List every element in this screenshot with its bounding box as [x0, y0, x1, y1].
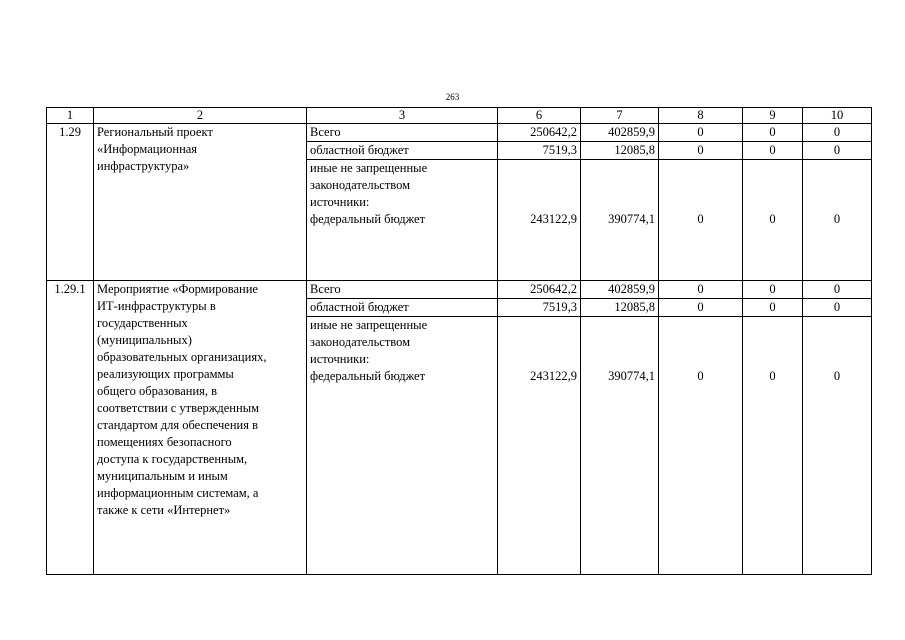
row-name-line: соответствии с утвержденным	[97, 401, 259, 415]
value-col7: 402859,9	[581, 281, 659, 299]
value-col7	[581, 160, 659, 281]
funding-source: Всего	[307, 124, 498, 142]
row-name-line: общего образования, в	[97, 384, 218, 398]
value-text: 0	[697, 369, 704, 383]
row-name-line: «Информационная	[97, 142, 198, 156]
value-col7	[581, 317, 659, 575]
row-name-line: (муниципальных)	[97, 333, 192, 347]
value-col6	[498, 317, 581, 575]
funding-source-line: источники:	[310, 195, 370, 209]
row-name	[94, 124, 307, 281]
table-row	[47, 124, 872, 142]
row-name-line: помещениях безопасного	[97, 435, 232, 449]
header-cell: 6	[498, 108, 581, 124]
row-name-line: ИТ-инфраструктуры в	[97, 299, 216, 313]
value-col10: 0	[803, 299, 872, 317]
funding-source	[307, 317, 498, 575]
header-row	[47, 108, 872, 124]
value-col10: 0	[803, 124, 872, 142]
value-col7: 12085,8	[581, 299, 659, 317]
row-name-line: муниципальным и иным	[97, 469, 228, 483]
row-name-line: Мероприятие «Формирование	[97, 282, 258, 296]
value-text: 0	[697, 212, 704, 226]
funding-source-line: законодательством	[310, 335, 411, 349]
value-col8	[659, 160, 743, 281]
header-cell: 2	[94, 108, 307, 124]
value-col6: 250642,2	[498, 281, 581, 299]
funding-source-line: федеральный бюджет	[310, 369, 426, 383]
value-text: 0	[769, 212, 776, 226]
value-col9: 0	[743, 142, 803, 160]
funding-source: Всего	[307, 281, 498, 299]
row-name	[94, 281, 307, 575]
row-name-line: образовательных организациях,	[97, 350, 267, 364]
value-col9: 0	[743, 299, 803, 317]
value-col6: 7519,3	[498, 142, 581, 160]
value-col9	[743, 317, 803, 575]
budget-table	[46, 107, 872, 575]
value-col8: 0	[659, 281, 743, 299]
value-col10: 0	[803, 281, 872, 299]
value-col9	[743, 160, 803, 281]
value-col10	[803, 160, 872, 281]
value-col8: 0	[659, 124, 743, 142]
header-cell: 3	[307, 108, 498, 124]
value-col9: 0	[743, 124, 803, 142]
row-name-line: доступа к государственным,	[97, 452, 248, 466]
row-index: 1.29	[47, 124, 94, 281]
funding-source: областной бюджет	[307, 142, 498, 160]
value-text: 0	[833, 369, 841, 383]
value-col6: 7519,3	[498, 299, 581, 317]
row-name-line: реализующих программы	[97, 367, 234, 381]
row-name-line: Региональный проект	[97, 125, 213, 139]
row-name-line: стандартом для обеспечения в	[97, 418, 258, 432]
value-text: 390774,1	[608, 369, 655, 383]
header-cell: 10	[803, 108, 872, 124]
row-name-line: инфраструктура»	[97, 159, 190, 173]
value-col10	[803, 317, 872, 575]
row-name-line: также к сети «Интернет»	[97, 503, 231, 517]
value-text: 243122,9	[530, 369, 577, 383]
header-cell: 9	[743, 108, 803, 124]
value-col8	[659, 317, 743, 575]
value-col8: 0	[659, 142, 743, 160]
header-cell: 7	[581, 108, 659, 124]
value-col6: 250642,2	[498, 124, 581, 142]
funding-source-line: иные не запрещенные	[310, 318, 428, 332]
funding-source-line: федеральный бюджет	[310, 212, 426, 226]
value-col8: 0	[659, 299, 743, 317]
funding-source-line: иные не запрещенные	[310, 161, 428, 175]
header-cell: 1	[47, 108, 94, 124]
value-text: 390774,1	[608, 212, 655, 226]
value-col9: 0	[743, 281, 803, 299]
row-name-line: государственных	[97, 316, 188, 330]
value-text: 243122,9	[530, 212, 577, 226]
value-text: 0	[833, 212, 841, 226]
row-name-line: информационным системам, а	[97, 486, 259, 500]
value-col10: 0	[803, 142, 872, 160]
funding-source: областной бюджет	[307, 299, 498, 317]
header-cell: 8	[659, 108, 743, 124]
funding-source-line: источники:	[310, 352, 370, 366]
table-row	[47, 281, 872, 299]
page-number: 263	[445, 92, 460, 102]
funding-source-line: законодательством	[310, 178, 411, 192]
value-col6	[498, 160, 581, 281]
value-col7: 12085,8	[581, 142, 659, 160]
value-col7: 402859,9	[581, 124, 659, 142]
value-text: 0	[769, 369, 776, 383]
funding-source	[307, 160, 498, 281]
row-index: 1.29.1	[47, 281, 94, 575]
